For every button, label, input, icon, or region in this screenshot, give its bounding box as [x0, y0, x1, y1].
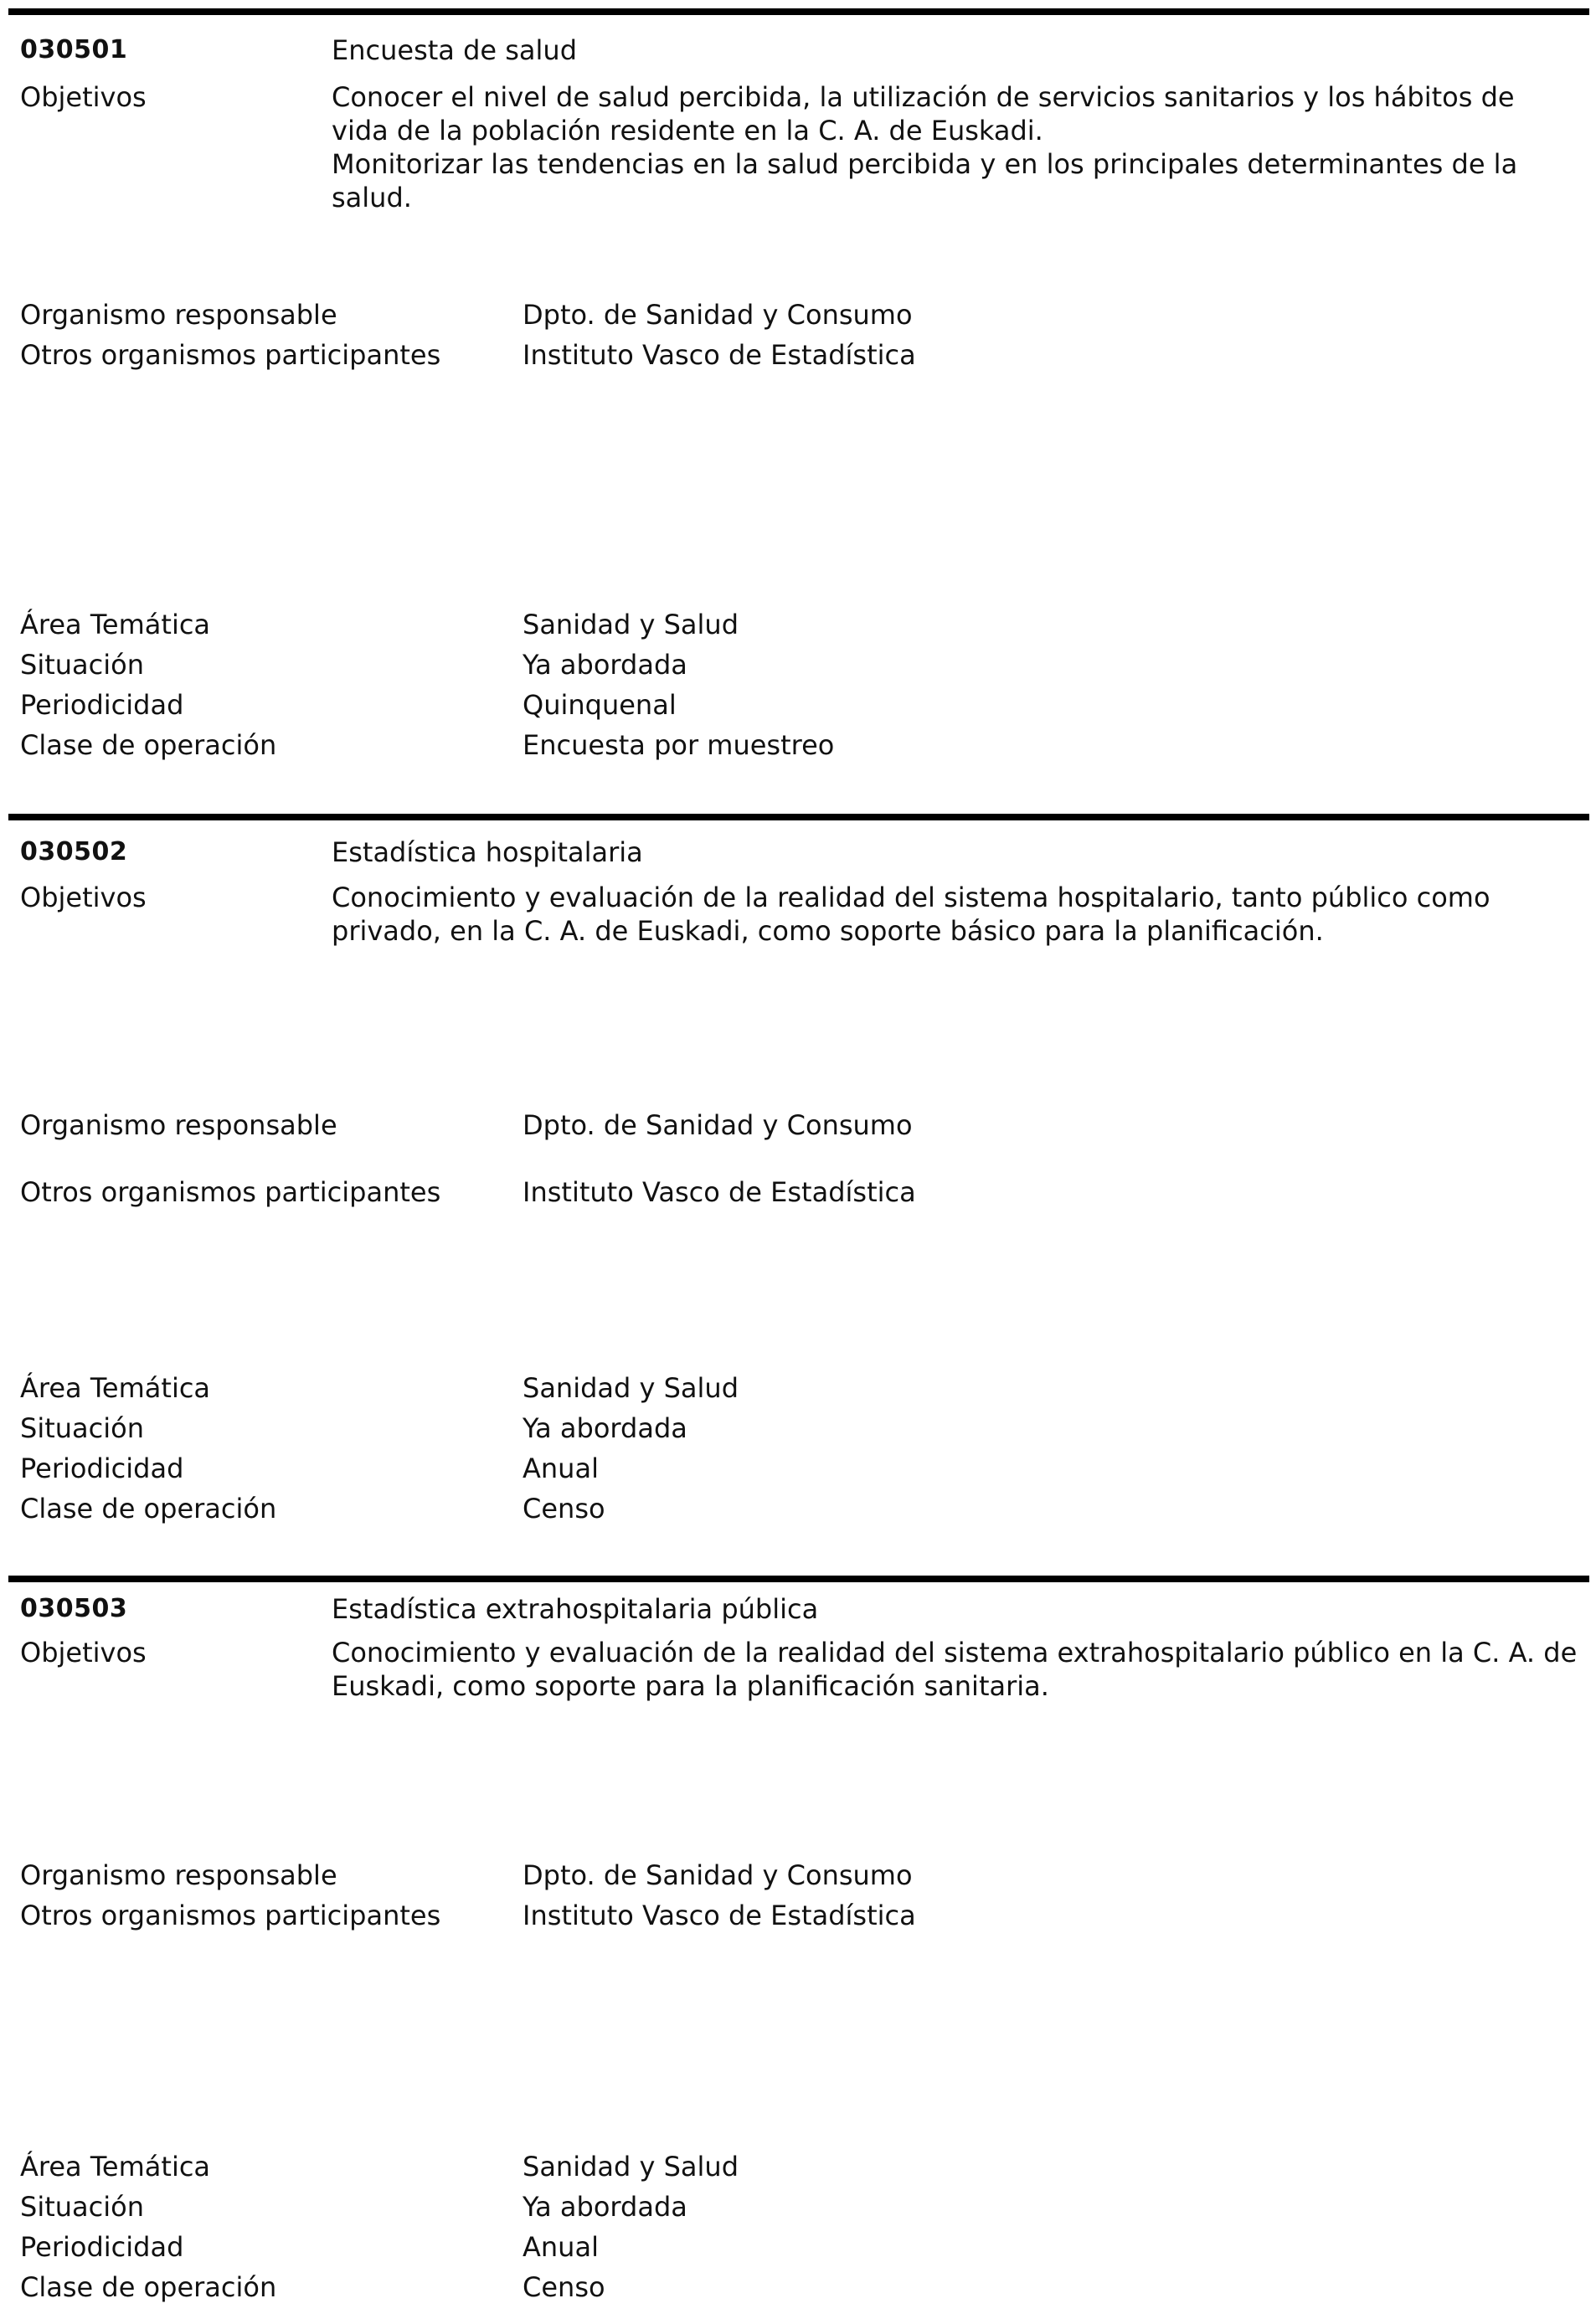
record-title: Estadística hospitalaria [332, 836, 643, 868]
clase-label: Clase de operación [20, 1493, 277, 1524]
clase-label: Clase de operación [20, 729, 277, 761]
periodicidad-value: Quinquenal [523, 689, 677, 721]
objetivos-text [332, 80, 1579, 214]
organismo-value: Dpto. de Sanidad y Consumo [523, 1859, 913, 1891]
objetivos-text [332, 881, 1579, 948]
clase-value: Censo [523, 1493, 605, 1524]
record-code: 030503 [20, 1594, 128, 1623]
clase-value: Censo [523, 2271, 605, 2303]
section-divider [8, 8, 1589, 15]
area-value: Sanidad y Salud [523, 1372, 739, 1404]
clase-value: Encuesta por muestreo [523, 729, 835, 761]
situacion-label: Situación [20, 2191, 144, 2223]
otros-label: Otros organismos participantes [20, 339, 441, 371]
section-divider [8, 1576, 1589, 1582]
periodicidad-label: Periodicidad [20, 1452, 184, 1484]
objetivos-paragraph: Conocimiento y evaluación de la realidad del sistema extrahospitalario público en la C. A. de Euskadi, como soporte para la planificación sanitaria. [332, 1637, 1578, 1702]
area-label: Área Temática [20, 1372, 211, 1404]
record-title: Encuesta de salud [332, 34, 577, 66]
periodicidad-value: Anual [523, 1452, 599, 1484]
objetivos-paragraph: Conocimiento y evaluación de la realidad del sistema hospitalario, tanto público como privado, en la C. A. de Euskadi, como soporte básico para la planificación. [332, 882, 1490, 947]
area-label: Área Temática [20, 609, 211, 640]
objetivos-text [332, 1636, 1579, 1703]
organismo-label: Organismo responsable [20, 1859, 337, 1891]
record-code: 030502 [20, 837, 128, 866]
section-divider [8, 814, 1589, 820]
periodicidad-label: Periodicidad [20, 689, 184, 721]
situacion-value: Ya abordada [523, 649, 687, 681]
objetivos-label: Objetivos [20, 1637, 147, 1668]
objetivos-paragraph: Conocer el nivel de salud percibida, la utilización de servicios sanitarios y los hábitos de vida de la población residente en la C. A. de Euskadi. [332, 81, 1515, 147]
situacion-value: Ya abordada [523, 2191, 687, 2223]
objetivos-paragraph: Monitorizar las tendencias en la salud percibida y en los principales determinantes de la salud. [332, 148, 1518, 213]
organismo-value: Dpto. de Sanidad y Consumo [523, 299, 913, 331]
area-label: Área Temática [20, 2151, 211, 2183]
organismo-label: Organismo responsable [20, 299, 337, 331]
area-value: Sanidad y Salud [523, 609, 739, 640]
objetivos-label: Objetivos [20, 882, 147, 913]
otros-label: Otros organismos participantes [20, 1900, 441, 1931]
area-value: Sanidad y Salud [523, 2151, 739, 2183]
situacion-value: Ya abordada [523, 1412, 687, 1444]
otros-value: Instituto Vasco de Estadística [523, 1900, 916, 1931]
organismo-value: Dpto. de Sanidad y Consumo [523, 1109, 913, 1141]
clase-label: Clase de operación [20, 2271, 277, 2303]
objetivos-label: Objetivos [20, 81, 147, 113]
periodicidad-value: Anual [523, 2231, 599, 2263]
situacion-label: Situación [20, 649, 144, 681]
organismo-label: Organismo responsable [20, 1109, 337, 1141]
record-code: 030501 [20, 35, 128, 64]
otros-value: Instituto Vasco de Estadística [523, 1176, 916, 1208]
otros-label: Otros organismos participantes [20, 1176, 441, 1208]
record-title: Estadística extrahospitalaria pública [332, 1593, 819, 1625]
situacion-label: Situación [20, 1412, 144, 1444]
periodicidad-label: Periodicidad [20, 2231, 184, 2263]
otros-value: Instituto Vasco de Estadística [523, 339, 916, 371]
